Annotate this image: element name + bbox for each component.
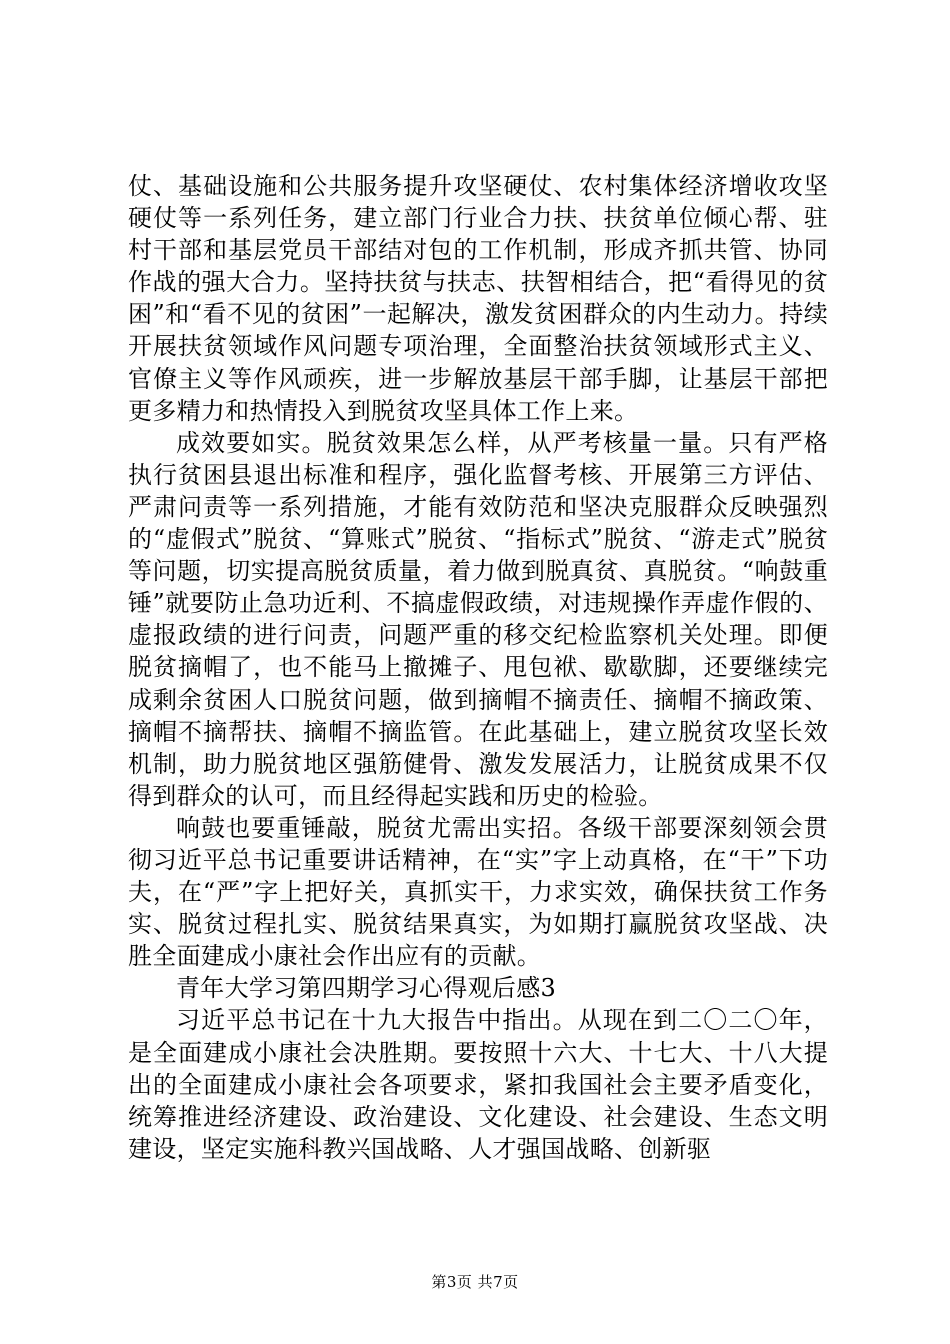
paragraph-results-must-be-real: 成效要如实。脱贫效果怎么样，从严考核量一量。只有严格执行贫困县退出标准和程序，强化监督考核、开展第三方评估、严肃问责等一系列措施，才能有效防范和坚决克服群众反映强烈的“虚假式”脱贫、“算账式”脱贫、“指标式”脱贫、“游走式”脱贫等问题，切实提高脱贫质量，着力做到脱真贫、真脱贫。“响鼓重锤”就要防止急功近利、不搞虚假政绩，对违规操作弄虚作假的、虚报政绩的进行问责，问题严重的移交纪检监察机关处理。即便脱贫摘帽了，也不能马上撤摊子、甩包袱、歇歇脚，还要继续完成剩余贫困人口脱贫问题，做到摘帽不摘责任、摘帽不摘政策、摘帽不摘帮扶、摘帽不摘监管。在此基础上，建立脱贫攻坚长效机制，助力脱贫地区强筋健骨、激发发展活力，让脱贫成果不仅得到群众的认可，而且经得起实践和历史的检验。 (128, 428, 828, 810)
paragraph-nineteenth-congress: 习近平总书记在十九大报告中指出。从现在到二〇二〇年，是全面建成小康社会决胜期。要按照十六大、十七大、十八大提出的全面建成小康社会各项要求，紧扣我国社会主要矛盾变化，统筹推进经济建设、政治建设、文化建设、社会建设、生态文明建设，坚定实施科教兴国战略、人才强国战略、创新驱 (128, 1006, 828, 1163)
paragraph-heavy-hammer: 响鼓也要重锤敲，脱贫尤需出实招。各级干部要深刻领会贯彻习近平总书记重要讲话精神，在“实”字上动真格，在“干”下功夫，在“严”字上把好关，真抓实干，力求实效，确保扶贫工作务实、脱贫过程扎实、脱贫结果真实，为如期打赢脱贫攻坚战、决胜全面建成小康社会作出应有的贡献。 (128, 813, 828, 971)
section-heading: 青年大学习第四期学习心得观后感3 (176, 974, 557, 1003)
page-number-footer: 第3页 共7页 (431, 1273, 519, 1291)
document-body (128, 170, 828, 1165)
paragraph-continuation: 仗、基础设施和公共服务提升攻坚硬仗、农村集体经济增收攻坚硬仗等一系列任务，建立部门行业合力扶、扶贫单位倾心帮、驻村干部和基层党员干部结对包的工作机制，形成齐抓共管、协同作战的强大合力。坚持扶贫与扶志、扶智相结合，把“看得见的贫困”和“看不见的贫困”一起解决，激发贫困群众的内生动力。持续开展扶贫领域作风问题专项治理，全面整治扶贫领域形式主义、官僚主义等作风顽疾，进一步解放基层干部手脚，让基层干部把更多精力和热情投入到脱贫攻坚具体工作上来。 (128, 172, 828, 425)
